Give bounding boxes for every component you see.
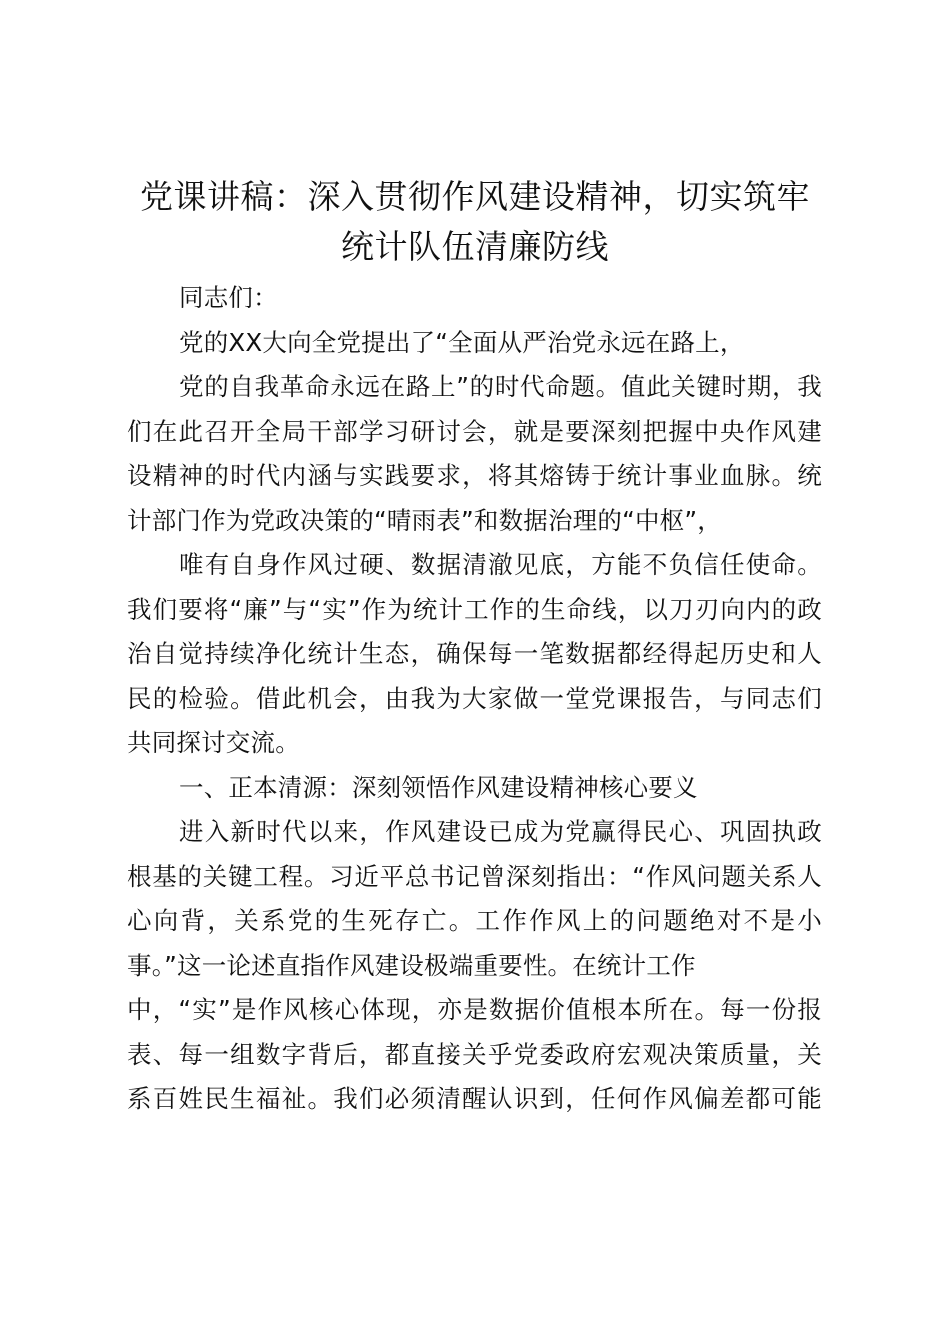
body-line: 民的检验。借此机会，由我为大家做一堂党课报告，与同志们 (127, 683, 822, 713)
body-line: 计部门作为党政决策的“晴雨表”和数据治理的“中枢”， (127, 505, 722, 535)
body-line: 设精神的时代内涵与实践要求，将其熔铸于统计事业血脉。统 (127, 461, 822, 490)
body-line: 一、正本清源：深刻领悟作风建设精神核心要义 (179, 772, 698, 802)
document-body (127, 276, 822, 1122)
body-line: 党的XX大向全党提出了“全面从严治党永远在路上， (179, 327, 745, 357)
body-line: 们在此召开全局干部学习研讨会，就是要深刻把握中央作风建 (127, 416, 822, 446)
document-title (110, 172, 840, 272)
title-line-2: 统计队伍清廉防线 (341, 227, 609, 266)
body-line: 我们要将“廉”与“实”作为统计工作的生命线，以刀刃向内的政 (127, 594, 822, 624)
body-line: 唯有自身作风过硬、数据清澈见底，方能不负信任使命。 (179, 550, 822, 579)
body-line: 事。”这一论述直指作风建设极端重要性。在统计工作 (127, 950, 696, 980)
body-line: 根基的关键工程。习近平总书记曾深刻指出：“作风问题关系人 (127, 861, 822, 891)
body-line: 表、每一组数字背后，都直接关乎党委政府宏观决策质量，关 (127, 1039, 822, 1069)
body-line: 同志们： (179, 283, 278, 312)
title-line-1: 党课讲稿：深入贯彻作风建设精神，切实筑牢 (140, 177, 810, 216)
body-line: 治自觉持续净化统计生态，确保每一笔数据都经得起历史和人 (127, 639, 822, 668)
body-line: 心向背，关系党的生死存亡。工作作风上的问题绝对不是小 (127, 906, 822, 935)
body-line: 进入新时代以来，作风建设已成为党赢得民心、巩固执政 (179, 817, 822, 846)
body-line: 系百姓民生福祉。我们必须清醒认识到，任何作风偏差都可能 (127, 1084, 822, 1113)
body-line: 党的自我革命永远在路上”的时代命题。值此关键时期，我 (179, 372, 822, 401)
body-line: 共同探讨交流。 (127, 728, 300, 757)
body-line: 中，“实”是作风核心体现，亦是数据价值根本所在。每一份报 (127, 995, 822, 1024)
